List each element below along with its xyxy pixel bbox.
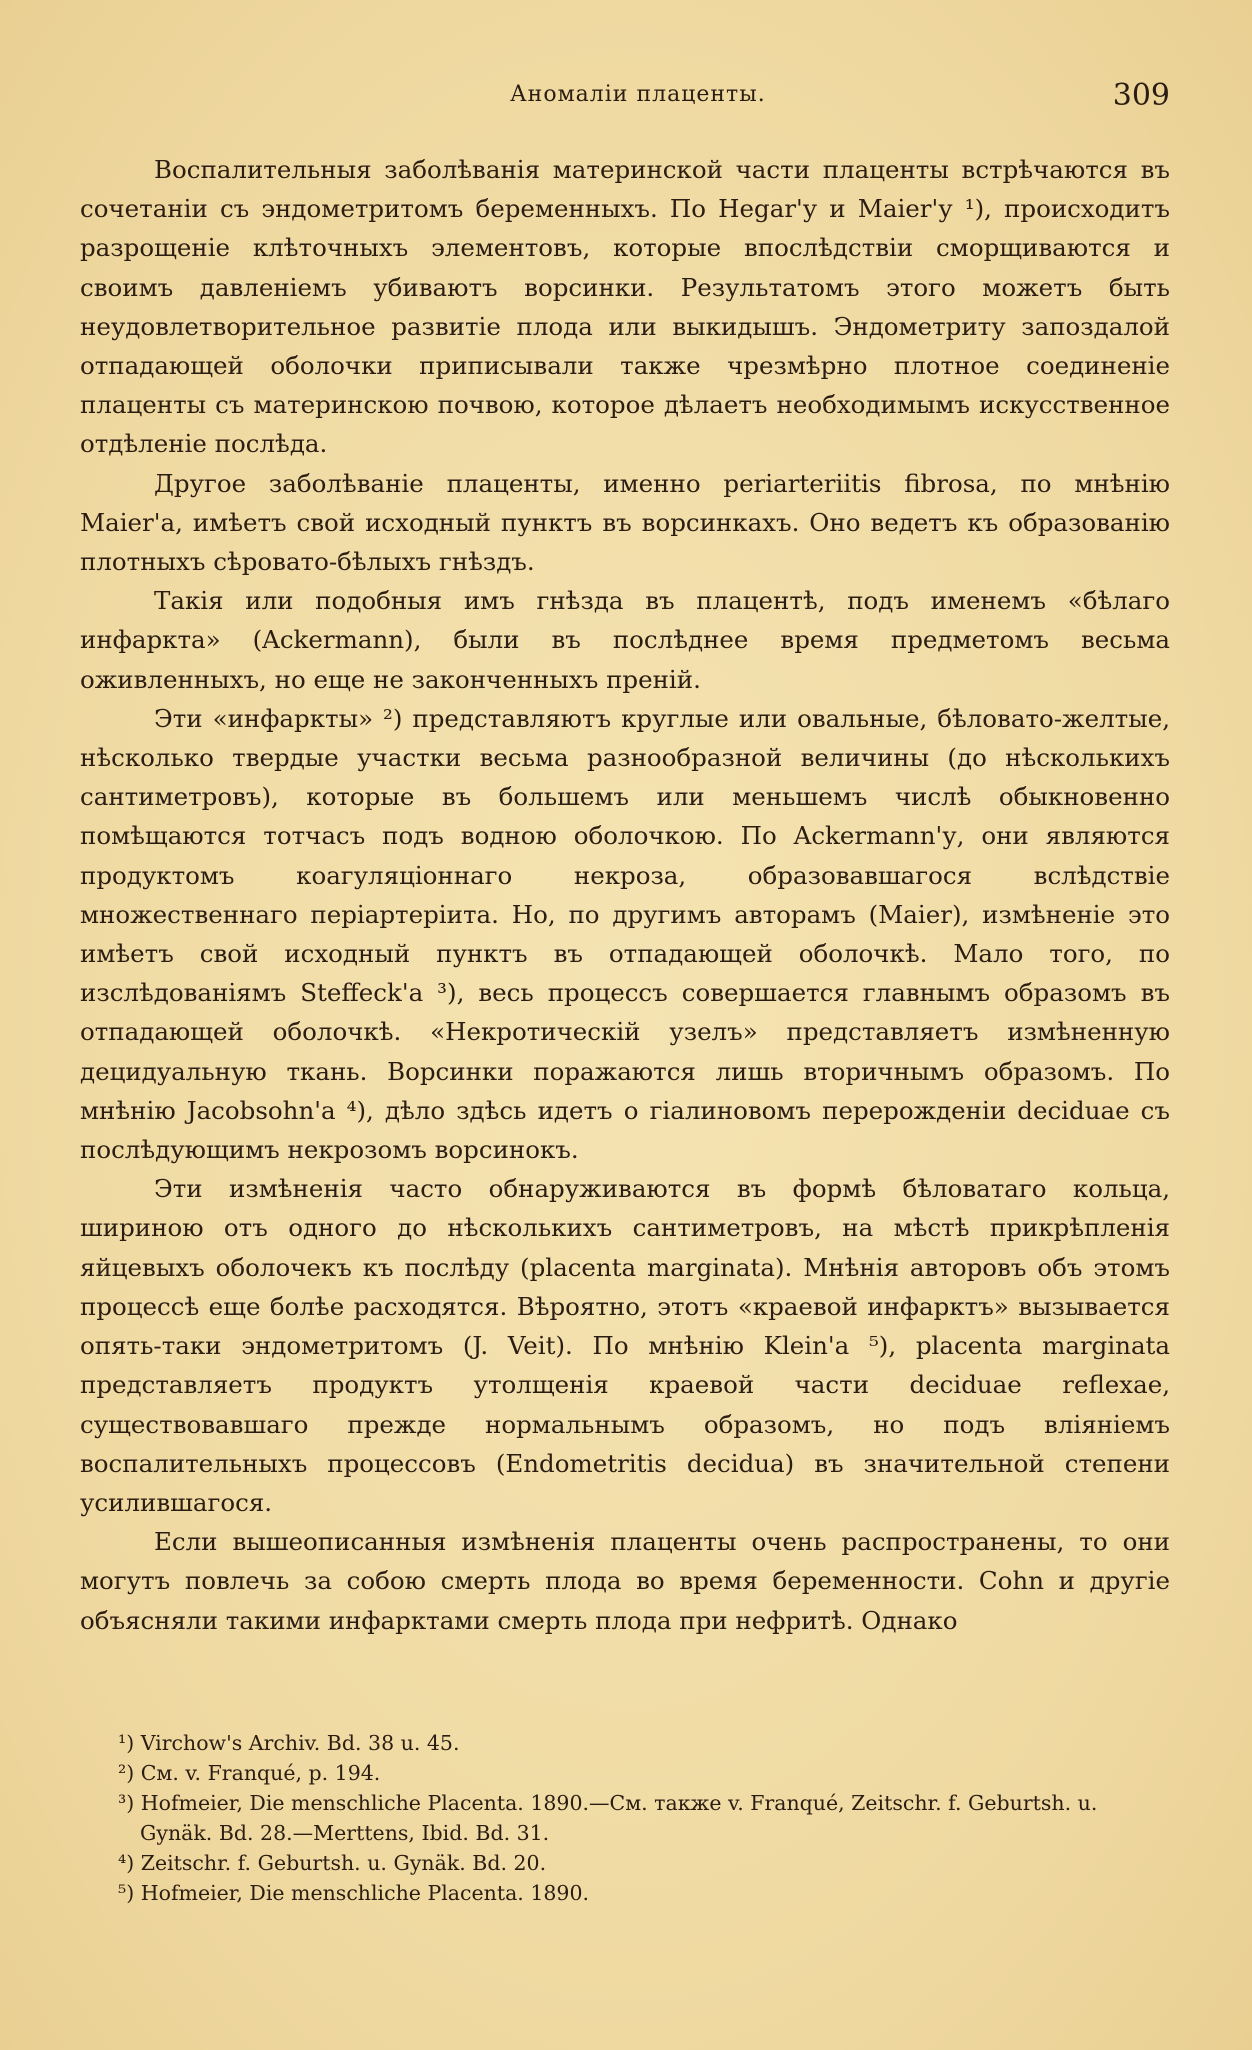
paragraph: Эти «инфаркты» ²) представляютъ круглые или овальные, бѣловато-желтые, нѣсколько твердые участки весьма разнообразной величины (до нѣсколькихъ сантиметровъ), которые въ большемъ или меньшемъ числѣ обыкновенно помѣщаются тотчасъ подъ водною оболочкою. По Ackermann'у, они являются продуктомъ коагуляціоннаго некроза, образовавшагося вслѣдствіе множественнаго періартеріита. Но, по другимъ авторамъ (Maier), измѣненіе это имѣетъ свой исходный пунктъ въ отпадающей оболочкѣ. Мало того, по изслѣдованіямъ Steffeck'а ³), весь процессъ совершается главнымъ образомъ въ отпадающей оболочкѣ. «Некротическій узелъ» представляетъ измѣненную децидуальную ткань. Ворсинки поражаются лишь вторичнымъ образомъ. По мнѣнію Jacobsohn'а ⁴), дѣло здѣсь идетъ о гіалиновомъ перерожденіи deciduae съ послѣдующимъ некрозомъ ворсинокъ. bbox=[80, 703, 1170, 1165]
paragraph: Если вышеописанныя измѣненія плаценты очень распространены, то они могутъ повлечь за собою смерть плода во время беременности. Cohn и другіе объясняли такими инфарктами смерть плода при нефритѣ. Однако bbox=[80, 1527, 1170, 1635]
paragraph: Воспалительныя заболѣванія материнской части плаценты встрѣчаются въ сочетаніи съ эндометритомъ беременныхъ. По Hegar'у и Maier'у ¹), происходитъ разрощеніе клѣточныхъ элементовъ, которые впослѣдствіи сморщиваются и своимъ давленіемъ убиваютъ ворсинки. Результатомъ этого можетъ быть неудовлетворительное развитіе плода или выкидышъ. Эндометриту запоздалой отпадающей оболочки приписывали также чрезмѣрно плотное соединеніе плаценты съ материнскою почвою, которое дѣлаетъ необходимымъ искусственное отдѣленіе послѣда. bbox=[80, 155, 1170, 459]
paragraph: Эти измѣненія часто обнаруживаются въ формѣ бѣловатаго кольца, шириною отъ одного до нѣсколькихъ сантиметровъ, на мѣстѣ прикрѣпленія яйцевыхъ оболочекъ къ послѣду (placenta marginata). Мнѣнія авторовъ объ этомъ процессѣ еще болѣе расходятся. Вѣроятно, этотъ «краевой инфарктъ» вызывается опять-таки эндометритомъ (J. Veit). По мнѣнію Klein'а ⁵), placenta marginata представляетъ продуктъ утолщенія краевой части deciduae reflexae, существовавшаго прежде нормальнымъ образомъ, но подъ вліяніемъ воспалительныхъ процессовъ (Endometritis decidua) въ значительной степени усилившагося. bbox=[80, 1174, 1170, 1517]
footnotes bbox=[80, 1728, 1170, 1908]
footnote: ⁵) Hofmeier, Die menschliche Placenta. 1890. bbox=[118, 1881, 590, 1905]
paragraph: Другое заболѣваніе плаценты, именно periarteriitis fibrosa, по мнѣнію Maier'а, имѣетъ свой исходный пунктъ въ ворсинкахъ. Оно ведетъ къ образованію плотныхъ сѣровато-бѣлыхъ гнѣздъ. bbox=[80, 468, 1170, 577]
page-number: 309 bbox=[1112, 78, 1170, 113]
footnote: ²) См. v. Franqué, p. 194. bbox=[118, 1761, 381, 1785]
footnote: ⁴) Zeitschr. f. Geburtsh. u. Gynäk. Bd. 20. bbox=[118, 1851, 547, 1875]
page-header bbox=[80, 78, 1170, 118]
footnote: ³) Hofmeier, Die menschliche Placenta. 1890.—См. также v. Franqué, Zeitschr. f. Geburtsh. u. Gynäk. Bd. 28.—Merttens, Ibid. Bd. 31. bbox=[118, 1791, 1098, 1845]
running-title: Аномаліи плаценты. bbox=[510, 82, 766, 107]
footnote: ¹) Virchow's Archiv. Bd. 38 u. 45. bbox=[118, 1731, 460, 1755]
paragraph: Такія или подобныя имъ гнѣзда въ плацентѣ, подъ именемъ «бѣлаго инфаркта» (Ackermann), были въ послѣднее время предметомъ весьма оживленныхъ, но еще не законченныхъ преній. bbox=[80, 586, 1170, 694]
body-text bbox=[80, 150, 1170, 1640]
